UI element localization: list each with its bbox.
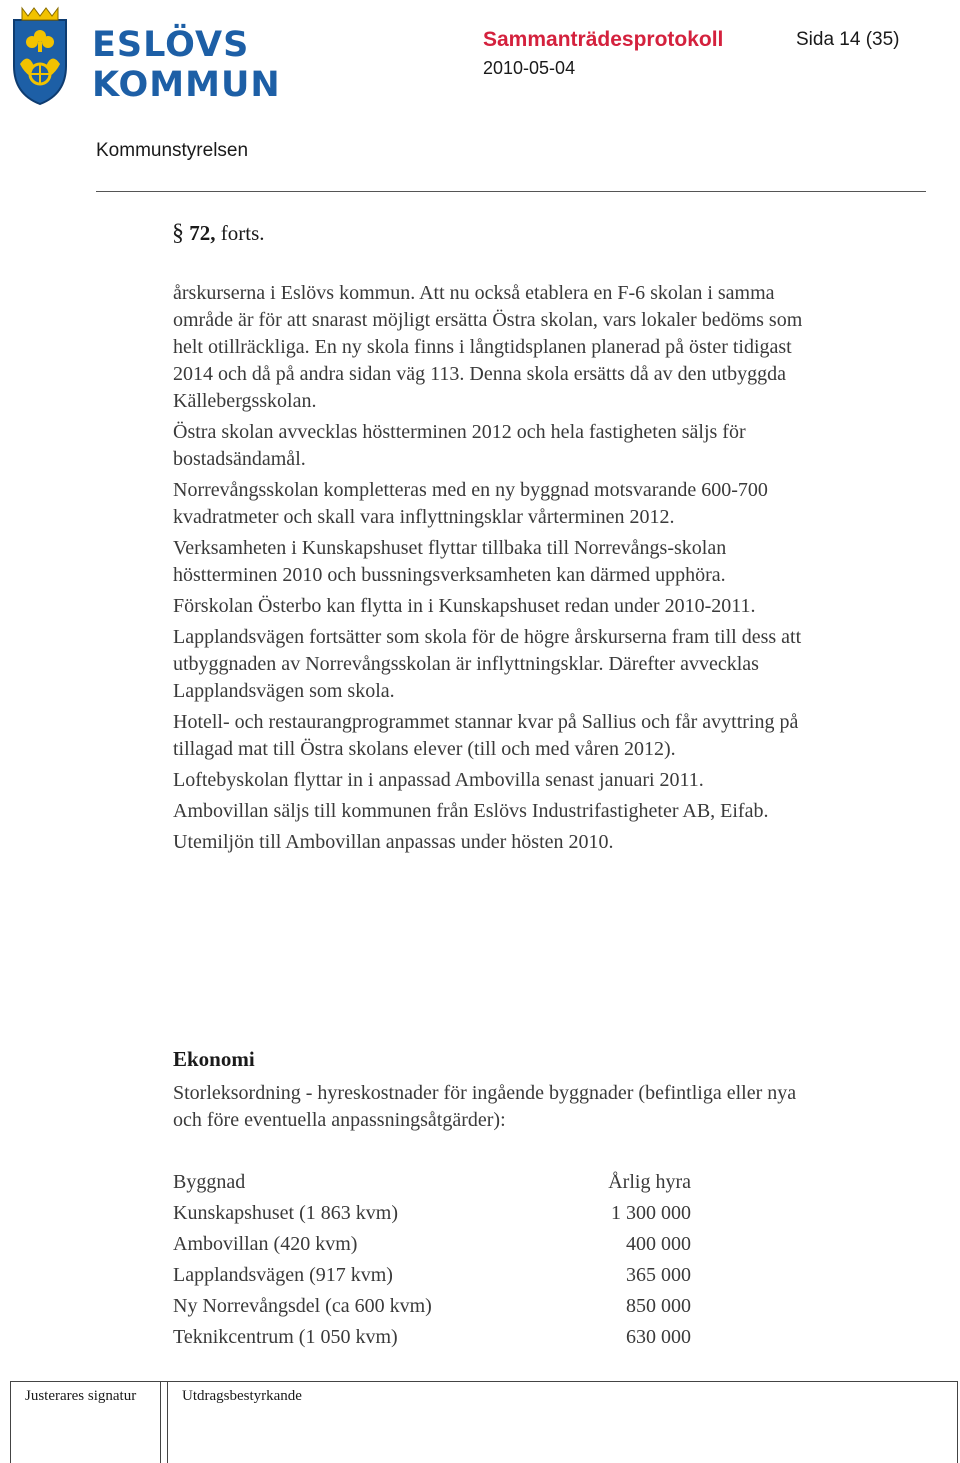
page-header xyxy=(0,0,960,200)
column-header-building: Byggnad xyxy=(173,1171,246,1193)
rent-cell: 400 000 xyxy=(626,1233,691,1255)
building-cell: Lapplandsvägen (917 kvm) xyxy=(173,1264,393,1286)
header-divider xyxy=(96,191,926,192)
rent-cell: 630 000 xyxy=(626,1326,691,1348)
logo-line-1: ESLÖVS xyxy=(92,25,250,65)
table-row xyxy=(173,1323,691,1354)
extract-label: Utdragsbestyrkande xyxy=(182,1388,302,1404)
section-suffix: forts. xyxy=(220,221,265,245)
committee-name: Kommunstyrelsen xyxy=(96,140,249,161)
table-row xyxy=(173,1261,691,1292)
paragraph: Hotell- och restaurangprogrammet stannar kvar på Sallius och får avyttring på tillagad mat till Östra skolans elever (till och med våren 2012). xyxy=(173,711,799,760)
economy-heading: Ekonomi xyxy=(173,1047,255,1071)
protocol-body xyxy=(173,280,813,856)
signature-label: Justerares signatur xyxy=(25,1388,137,1404)
building-cell: Ambovillan (420 kvm) xyxy=(173,1233,358,1255)
table-row xyxy=(173,1292,691,1323)
section-symbol: § xyxy=(172,220,184,246)
rent-cell: 850 000 xyxy=(626,1295,691,1317)
municipal-crest-icon xyxy=(8,6,72,106)
section-reference xyxy=(172,220,265,247)
column-header-rent: Årlig hyra xyxy=(608,1171,691,1193)
table-row xyxy=(173,1199,691,1230)
building-cell: Kunskapshuset (1 863 kvm) xyxy=(173,1202,398,1224)
paragraph: Östra skolan avvecklas höstterminen 2012 och hela fastigheten säljs för bostadsändamål. xyxy=(173,421,746,470)
rent-table xyxy=(173,1168,691,1354)
paragraph: Verksamheten i Kunskapshuset flyttar tillbaka till Norrevångs-skolan höstterminen 2010 och bussningsverksamheten kan därmed upphöra. xyxy=(173,537,727,586)
paragraph: Utemiljön till Ambovillan anpassas under hösten 2010. xyxy=(173,831,614,853)
building-cell: Ny Norrevångsdel (ca 600 kvm) xyxy=(173,1295,432,1317)
table-row xyxy=(173,1230,691,1261)
economy-intro: Storleksordning - hyreskostnader för ingående byggnader (befintliga eller nya och före eventuella anpassningsåtgärder): xyxy=(173,1082,797,1131)
rent-cell: 365 000 xyxy=(626,1264,691,1286)
paragraph: Norrevångsskolan kompletteras med en ny byggnad motsvarande 600-700 kvadratmeter och skall vara inflyttningsklar vårterminen 2012. xyxy=(173,479,768,528)
rent-cell: 1 300 000 xyxy=(611,1202,691,1224)
extract-box xyxy=(167,1382,959,1463)
page-number: Sida 14 (35) xyxy=(796,29,900,50)
section-number: 72, xyxy=(189,221,216,245)
building-cell: Teknikcentrum (1 050 kvm) xyxy=(173,1326,398,1348)
paragraph: Ambovillan säljs till kommunen från Eslövs Industrifastigheter AB, Eifab. xyxy=(173,800,769,822)
paragraph: Förskolan Österbo kan flytta in i Kunskapshuset redan under 2010-2011. xyxy=(173,595,756,617)
paragraph: årskurserna i Eslövs kommun. Att nu också etablera en F-6 skolan i samma område är för att snarast möjligt ersätta Östra skolan, vars lokaler bedöms som helt otillräckliga. En ny skola finns i långtidsplanen planerad på öster tidigast 2014 och då på andra sidan väg 113. Denna skola ersätts då av den utbyggda Källebergsskolan. xyxy=(173,282,803,412)
signature-footer xyxy=(10,1381,958,1463)
paragraph: Lapplandsvägen fortsätter som skola för de högre årskurserna fram till dess att utbyggnaden av Norrevångsskolan är inflyttningsklar. Därefter avvecklas Lapplandsvägen som skola. xyxy=(173,626,802,702)
document-type: Sammanträdesprotokoll xyxy=(483,28,724,51)
logo-line-2: KOMMUN xyxy=(92,65,281,105)
signature-box xyxy=(11,1382,161,1463)
paragraph: Loftebyskolan flyttar in i anpassad Ambovilla senast januari 2011. xyxy=(173,769,704,791)
rent-table-header xyxy=(173,1168,691,1199)
meeting-date: 2010-05-04 xyxy=(483,58,576,78)
